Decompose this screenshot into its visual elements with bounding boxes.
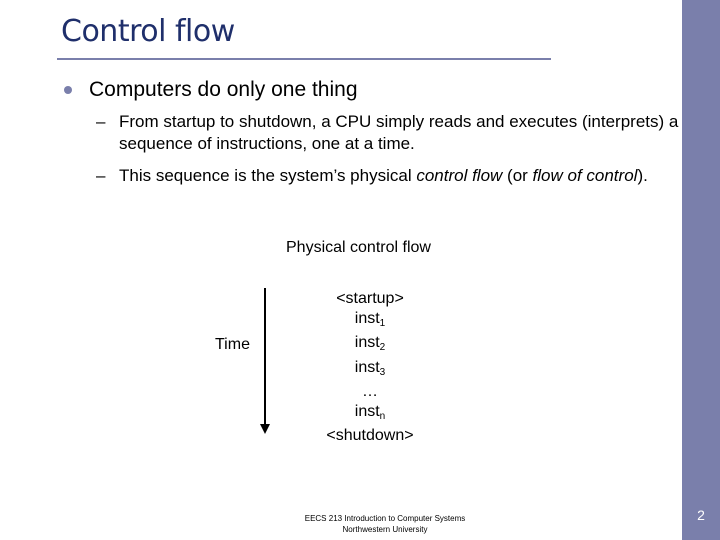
sub-bullet-text: From startup to shutdown, a CPU simply reads and executes (interprets) a sequence of instructions, one at a time. [119,112,679,153]
sequence-item-subscript: n [379,410,386,422]
page-number: 2 [697,507,705,523]
sub-bullet-text [119,165,679,187]
text-segment: This sequence is the system’s physical [119,166,417,185]
sequence-item-text: inst [354,334,380,351]
sequence-item [300,358,440,383]
sequence-item-subscript: 2 [379,342,386,353]
arrow-down-icon [260,424,270,434]
sequence-item [300,333,440,358]
bullet-dot-icon [64,86,72,94]
sequence-item-text: inst [354,358,380,376]
time-axis-label: Time [215,336,250,353]
main-bullet: Computers do only one thing [89,78,358,101]
text-segment: ). [637,166,648,185]
slide-title: Control flow [61,14,235,49]
footer-university: Northwestern University [342,524,428,534]
time-arrow-line [264,288,266,426]
sequence-item [300,402,440,427]
sequence-item [300,382,440,402]
footer-course: EECS 213 Introduction to Computer Systems [304,514,466,523]
sequence-item-subscript: 3 [379,366,386,378]
sequence-item-text: inst [354,402,380,420]
sequence-item-text: … [362,383,378,400]
title-underline [57,58,551,60]
sidebar-band [682,0,720,540]
sequence-item-text: <shutdown> [326,427,414,444]
sequence-item-subscript: 1 [379,317,386,329]
footer [270,514,500,535]
sequence-item-text: inst [354,309,380,327]
text-segment: (or [502,166,533,185]
sequence-item-text: <startup> [336,290,404,307]
dash-icon: – [96,112,106,131]
diagram-heading: Physical control flow [286,239,431,256]
emphasis-control-flow: control flow [416,166,503,185]
sequence-item [300,309,440,334]
sequence-item [300,426,440,446]
dash-icon: – [96,166,106,185]
emphasis-flow-of-control: flow of control [532,166,638,185]
instruction-sequence [300,289,440,446]
sequence-item [300,289,440,309]
